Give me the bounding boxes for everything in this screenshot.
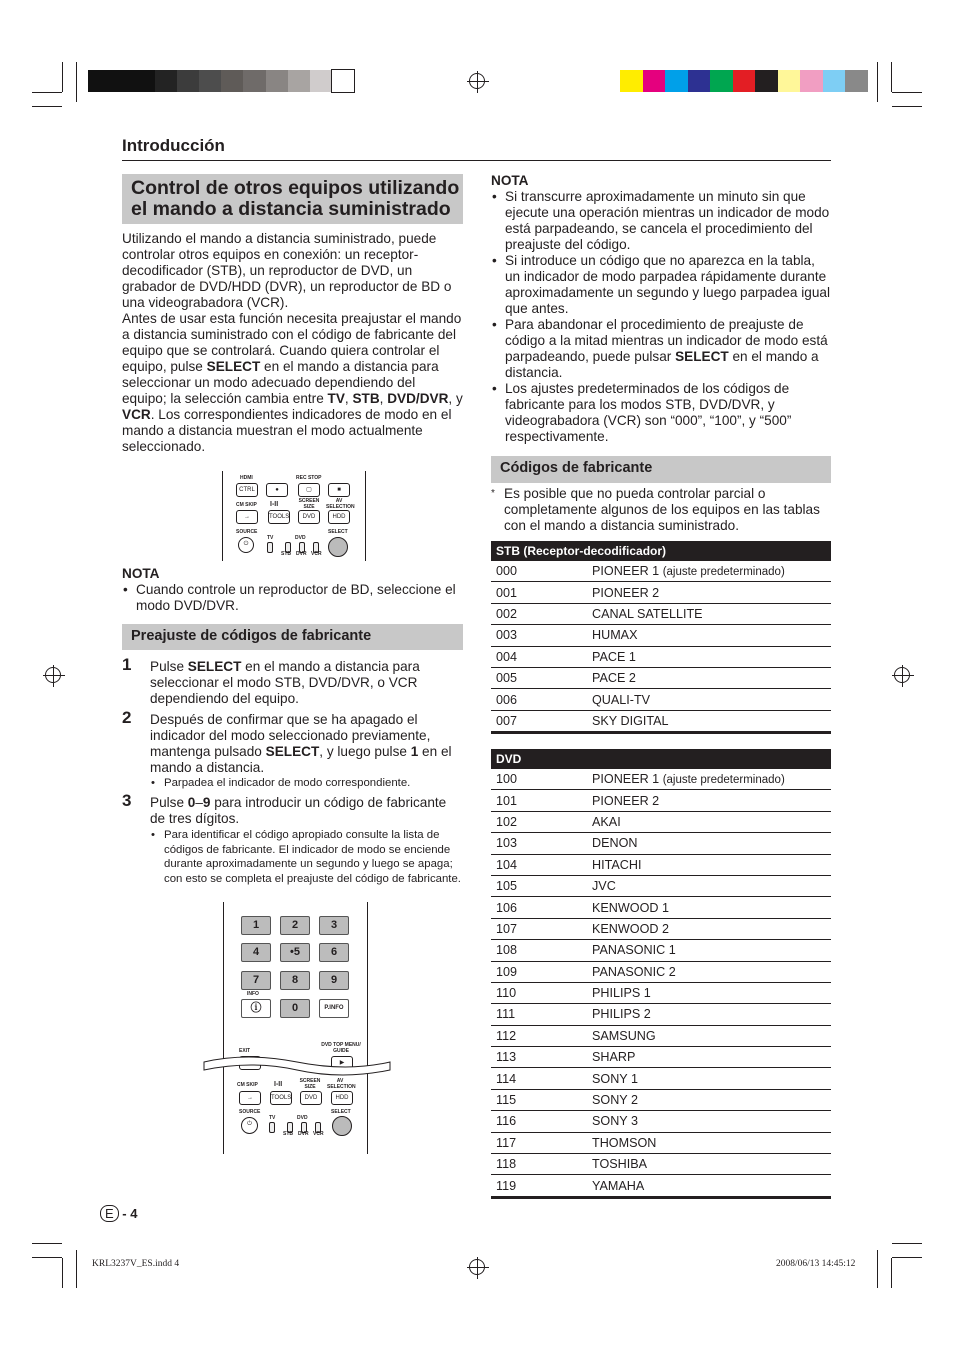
hdd-button[interactable]: HDD: [328, 510, 350, 524]
code-cell: 108: [491, 940, 592, 961]
manufacturer-name: SKY DIGITAL: [592, 713, 669, 728]
screen-size-label: SCREEN SIZE: [299, 1078, 321, 1090]
rec-button[interactable]: ●: [266, 483, 288, 497]
color-swatch: [845, 70, 868, 92]
stop-button[interactable]: ■: [328, 483, 350, 497]
i-ii-label: I-II: [270, 501, 279, 508]
code-cell: 118: [491, 1154, 592, 1175]
gray-swatch: [199, 70, 221, 92]
table-row: [491, 875, 831, 896]
nota-right-item: • Si transcurre aproximadamente un minuto sin que ejecute una operación mientras un indicador de modo está parpadeando, se cancela el procedimiento del preajuste del código.: [491, 189, 831, 253]
code-cell: 007: [491, 710, 592, 732]
table-row: [491, 790, 831, 811]
step-2-note: • Parpadea el indicador de modo correspondiente.: [150, 776, 463, 791]
default-note: (ajuste predeterminado): [662, 774, 785, 787]
code-cell: 110: [491, 982, 592, 1003]
registration-mark-icon: [45, 667, 61, 683]
crop-mark: [32, 1257, 62, 1258]
code-cell: 111: [491, 1004, 592, 1025]
select-button[interactable]: [332, 1116, 352, 1136]
exit-label: EXIT: [239, 1048, 251, 1054]
manufacturer-cell: [592, 1025, 831, 1046]
remote-control-illustration: [222, 471, 366, 561]
code-cell: 114: [491, 1068, 592, 1089]
ctrl-button[interactable]: CTRL: [236, 483, 258, 497]
stb-code-table: [491, 541, 831, 734]
code-cell: 006: [491, 689, 592, 710]
manufacturer-cell: [592, 790, 831, 811]
key-6-button[interactable]: 6: [319, 943, 349, 962]
crop-mark: [891, 1258, 892, 1288]
page-separator: -: [122, 1206, 127, 1221]
manufacturer-name: CANAL SATELLITE: [592, 606, 703, 621]
preajuste-title: Preajuste de códigos de fabricante: [131, 628, 372, 644]
dvd-top-menu-button[interactable]: ▶: [331, 1056, 353, 1070]
codigos-note: [491, 486, 831, 534]
intro-paragraph-1: Utilizando el mando a distancia suministrado, puede controlar otros equipos en conexión: un receptor-decodificador (STB), un reproductor de DVD, un grabador de DVD/HDD (DVR), un reproductor de BD o una videograbadora (VCR).: [122, 231, 452, 310]
manufacturer-cell: [592, 1068, 831, 1089]
crop-mark: [877, 1250, 878, 1288]
default-note: (ajuste predeterminado): [662, 566, 785, 579]
gray-swatch: [332, 70, 354, 92]
av-selection-label: AV SELECTION: [326, 498, 355, 510]
table-row: [491, 646, 831, 667]
dvr-led-label: DVR: [298, 1131, 309, 1137]
table-row: [491, 833, 831, 854]
step-1-text: Pulse SELECT en el mando a distancia para seleccionar el modo STB, DVD/DVR, o VCR dependiendo del equipo.: [150, 659, 420, 706]
table-row: [491, 1175, 831, 1197]
step-3-text: Pulse 0–9 para introducir un código de fabricante de tres dígitos. • Para identificar el código apropiado consulte la lista de códigos de fabricante. El indicador de modo se enciende durante aproximadamente un segundo y luego se apaga; con esto se completa el preajuste del código de fabricante.: [150, 795, 463, 886]
manufacturer-name: PIONEER 2: [592, 793, 660, 808]
select-label: SELECT: [328, 529, 348, 535]
screen-size-label: SCREEN SIZE: [298, 498, 320, 510]
table-row: [491, 667, 831, 688]
crop-mark: [877, 62, 878, 102]
manufacturer-cell: [592, 710, 831, 732]
manufacturer-name: JVC: [592, 879, 616, 894]
manufacturer-name: DENON: [592, 836, 638, 851]
gray-swatch: [243, 70, 265, 92]
color-swatch: [733, 70, 756, 92]
key-5-button[interactable]: •5: [280, 943, 310, 962]
registration-mark-icon: [469, 1259, 485, 1275]
manufacturer-cell: [592, 854, 831, 875]
manufacturer-name: PACE 2: [592, 671, 636, 686]
manufacturer-cell: [592, 961, 831, 982]
manufacturer-name: PANASONIC 2: [592, 964, 676, 979]
dvd-button[interactable]: DVD: [298, 510, 320, 524]
gray-swatch: [155, 70, 177, 92]
nota-right-title: NOTA: [491, 173, 529, 188]
dvd-code-table: [491, 749, 831, 1199]
section-header: Introducción: [122, 136, 225, 155]
dvr-led-label: DVR: [296, 551, 307, 557]
manufacturer-cell: [592, 1175, 831, 1197]
code-cell: 005: [491, 667, 592, 688]
code-cell: 000: [491, 561, 592, 582]
tv-led-label: TV: [267, 535, 274, 541]
dvd-table-header: DVD: [491, 749, 831, 769]
nota-right-item: • Los ajustes predeterminados de los códigos de fabricante para los modos STB, DVD/DVR, y videograbadora (VCR) son “000”, “100”, y “500” respectivamente.: [491, 381, 831, 445]
step-1-number: 1: [122, 655, 132, 674]
manufacturer-cell: [592, 1132, 831, 1153]
crop-mark: [892, 106, 922, 107]
color-swatch: [755, 70, 778, 92]
cm-skip-label: CM SKIP: [236, 502, 257, 508]
table-row: [491, 625, 831, 646]
tools-button[interactable]: TOOLS: [268, 510, 290, 524]
cm-skip-button[interactable]: →: [236, 510, 258, 524]
code-cell: 103: [491, 833, 592, 854]
manufacturer-cell: [592, 940, 831, 961]
manufacturer-cell: [592, 582, 831, 603]
key-2-button[interactable]: 2: [280, 916, 310, 935]
manufacturer-cell: [592, 1004, 831, 1025]
manufacturer-name: THOMSON: [592, 1135, 657, 1150]
manufacturer-cell: [592, 603, 831, 624]
gray-swatch: [221, 70, 243, 92]
manufacturer-cell: [592, 667, 831, 688]
color-swatch: [665, 70, 688, 92]
code-cell: 106: [491, 897, 592, 918]
nota-left: [122, 566, 463, 614]
crop-mark: [62, 1258, 63, 1288]
manufacturer-cell: [592, 1089, 831, 1110]
manufacturer-name: PHILIPS 1: [592, 986, 651, 1001]
manufacturer-name: AKAI: [592, 814, 621, 829]
code-cell: 116: [491, 1111, 592, 1132]
key-1-button[interactable]: 1: [241, 916, 271, 935]
crop-mark: [62, 62, 63, 92]
select-label: SELECT: [331, 1109, 351, 1115]
manufacturer-name: PHILIPS 2: [592, 1007, 651, 1022]
nota-right-item: • Para abandonar el procedimiento de preajuste de código a la mitad mientras un indicador de modo está parpadeando, puede pulsar SELECT en el mando a distancia.: [491, 317, 831, 381]
av-selection-label: AV SELECTION: [327, 1078, 356, 1090]
code-cell: 001: [491, 582, 592, 603]
manufacturer-cell: [592, 646, 831, 667]
crop-mark: [76, 62, 77, 102]
manufacturer-name: SONY 1: [592, 1071, 638, 1086]
gray-swatch: [132, 70, 154, 92]
dvd-led-label: DVD: [297, 1115, 308, 1121]
table-row: [491, 1111, 831, 1132]
gray-swatch: [177, 70, 199, 92]
manufacturer-cell: [592, 833, 831, 854]
table-row: [491, 1004, 831, 1025]
tools-button[interactable]: TOOLS: [270, 1091, 292, 1105]
dvd-button[interactable]: DVD: [300, 1091, 322, 1105]
hdmi-label: HDMI: [240, 475, 253, 481]
table-row: [491, 1089, 831, 1110]
table-row: [491, 689, 831, 710]
table-row: [491, 1047, 831, 1068]
crop-mark: [891, 62, 892, 92]
manufacturer-cell: [592, 918, 831, 939]
manufacturer-cell: [592, 982, 831, 1003]
table-row: [491, 769, 831, 790]
manufacturer-name: YAMAHA: [592, 1178, 645, 1193]
codigos-note-text: Es posible que no pueda controlar parcial o completamente algunos de los equipos en las tablas con el mando a distancia suministrado.: [504, 486, 820, 533]
vcr-led-label: VCR: [313, 1131, 324, 1137]
key-9-button[interactable]: 9: [319, 971, 349, 990]
manufacturer-name: PIONEER 2: [592, 585, 660, 600]
table-row: [491, 811, 831, 832]
manufacturer-name: PIONEER 1: [592, 772, 660, 787]
step-3-note: • Para identificar el código apropiado consulte la lista de códigos de fabricante. El indicador de modo se enciende durante aproximadamente un segundo y luego se apaga; con esto se completa el preajuste del código de fabricante.: [150, 828, 463, 886]
manufacturer-name: PANASONIC 1: [592, 943, 676, 958]
crop-mark: [892, 92, 922, 93]
table-row: [491, 603, 831, 624]
gray-swatch: [310, 70, 332, 92]
table-row: [491, 982, 831, 1003]
key-0-button[interactable]: 0: [280, 999, 310, 1018]
key-7-button[interactable]: 7: [241, 971, 271, 990]
color-swatch: [710, 70, 733, 92]
dvd-top-menu-label: DVD TOP MENU/ GUIDE: [321, 1042, 361, 1054]
code-cell: 004: [491, 646, 592, 667]
table-row: [491, 940, 831, 961]
tv-led: [267, 542, 273, 553]
stb-table-header: STB (Receptor-decodificador): [491, 541, 831, 561]
source-label: SOURCE: [239, 1109, 261, 1115]
crop-mark: [892, 1257, 922, 1258]
gray-swatch: [88, 70, 110, 92]
tv-led: [269, 1122, 275, 1133]
code-cell: 109: [491, 961, 592, 982]
manufacturer-cell: [592, 875, 831, 896]
source-power-button[interactable]: ⏻: [238, 537, 254, 553]
key-3-button[interactable]: 3: [319, 916, 349, 935]
intro-paragraph-2: Antes de usar esta función necesita preajustar el mando a distancia suministrado con el código de fabricante del equipo que se controlará. Cuando quiera controlar el equipo, pulse SELECT en el mando a distancia para seleccionar un modo adecuado dependiendo del equipo; la selección cambia entre TV, STB, DVD/DVR, y VCR. Los correspondientes indicadores de modo en el mando a distancia muestran el modo actualmente seleccionado.: [122, 311, 463, 454]
crop-mark: [32, 106, 62, 107]
select-button[interactable]: [328, 537, 348, 557]
table-row: [491, 1025, 831, 1046]
manufacturer-cell: [592, 1111, 831, 1132]
code-cell: 104: [491, 854, 592, 875]
table-row: [491, 1068, 831, 1089]
table-row: [491, 961, 831, 982]
source-label: SOURCE: [236, 529, 258, 535]
manufacturer-name: SHARP: [592, 1050, 636, 1065]
manufacturer-cell: [592, 811, 831, 832]
table-row: [491, 1154, 831, 1175]
manufacturer-name: HITACHI: [592, 857, 642, 872]
nota-left-item: • Cuando controle un reproductor de BD, seleccione el modo DVD/DVR.: [122, 582, 463, 614]
info-button[interactable]: ⓘ: [241, 999, 271, 1018]
manufacturer-cell: [592, 769, 831, 790]
table-row: [491, 918, 831, 939]
table-row: [491, 1132, 831, 1153]
preajuste-title-bar: [122, 624, 463, 650]
color-swatch: [688, 70, 711, 92]
manufacturer-cell: [592, 561, 831, 582]
gray-swatch: [266, 70, 288, 92]
print-date: 2008/06/13 14:45:12: [776, 1259, 856, 1269]
manufacturer-name: KENWOOD 2: [592, 921, 669, 936]
nota-left-title: NOTA: [122, 566, 160, 581]
manufacturer-name: SAMSUNG: [592, 1028, 656, 1043]
file-slug: KRL3237V_ES.indd 4: [92, 1259, 180, 1269]
registration-mark-icon: [894, 667, 910, 683]
remote-keypad-illustration: [223, 902, 368, 1154]
source-power-button[interactable]: ⏻: [241, 1117, 258, 1134]
color-swatch: [823, 70, 846, 92]
code-cell: 101: [491, 790, 592, 811]
code-cell: 107: [491, 918, 592, 939]
manufacturer-name: TOSHIBA: [592, 1157, 648, 1172]
table-row: [491, 897, 831, 918]
key-8-button[interactable]: 8: [280, 971, 310, 990]
manufacturer-name: PIONEER 1: [592, 564, 660, 579]
cm-skip-label: CM SKIP: [237, 1082, 258, 1088]
nota-right: [491, 173, 831, 445]
manufacturer-cell: [592, 897, 831, 918]
codigos-title: Códigos de fabricante: [500, 460, 653, 476]
table-row: [491, 710, 831, 732]
pinfo-button[interactable]: P.INFO: [319, 999, 349, 1018]
crop-mark: [76, 1250, 77, 1288]
main-title-bar: [122, 174, 463, 224]
gray-swatch: [288, 70, 310, 92]
vcr-led-label: VCR: [311, 551, 322, 557]
info-label: INFO: [247, 991, 259, 997]
code-cell: 003: [491, 625, 592, 646]
dvd-led-label: DVD: [295, 535, 306, 541]
crop-mark: [32, 1243, 62, 1244]
main-title: Control de otros equipos utilizando el mando a distancia suministrado: [131, 177, 460, 220]
header-rule: [122, 160, 831, 161]
manufacturer-cell: [592, 1154, 831, 1175]
intro-text: [122, 231, 463, 455]
manufacturer-cell: [592, 1047, 831, 1068]
asterisk: *: [491, 488, 495, 499]
page-number: [100, 1205, 138, 1222]
tv-led-label: TV: [269, 1115, 276, 1121]
code-cell: 100: [491, 769, 592, 790]
code-cell: 115: [491, 1089, 592, 1110]
manufacturer-cell: [592, 625, 831, 646]
code-cell: 105: [491, 875, 592, 896]
crop-mark: [892, 1243, 922, 1244]
step-2-number: 2: [122, 708, 132, 727]
code-cell: 113: [491, 1047, 592, 1068]
stb-led-label: STB: [281, 551, 291, 557]
key-4-button[interactable]: 4: [241, 943, 271, 962]
cm-skip-button[interactable]: →: [239, 1091, 261, 1105]
color-swatch: [800, 70, 823, 92]
color-swatch: [620, 70, 643, 92]
manufacturer-name: SONY 3: [592, 1114, 638, 1129]
codigos-title-bar: [491, 456, 831, 483]
manufacturer-name: PACE 1: [592, 649, 636, 664]
hdd-button[interactable]: HDD: [331, 1091, 353, 1105]
manufacturer-name: HUMAX: [592, 628, 638, 643]
table-row: [491, 561, 831, 582]
step-2-text: Después de confirmar que se ha apagado el indicador del modo seleccionado previamente, mantenga pulsado SELECT, y luego pulse 1 en el mando a distancia. • Parpadea el indicador de modo correspondiente.: [150, 712, 463, 791]
code-cell: 117: [491, 1132, 592, 1153]
color-swatch: [778, 70, 801, 92]
rec-stop-button[interactable]: ▢: [298, 483, 320, 497]
step-3-number: 3: [122, 791, 132, 810]
color-swatch: [643, 70, 666, 92]
stb-led-label: STB: [283, 1131, 293, 1137]
registration-mark-icon: [469, 73, 485, 89]
manufacturer-name: KENWOOD 1: [592, 900, 669, 915]
table-row: [491, 854, 831, 875]
language-badge: E: [100, 1205, 119, 1222]
table-row: [491, 582, 831, 603]
nota-right-item: • Si introduce un código que no aparezca en la tabla, un indicador de modo parpadea rápidamente durante aproximadamente un segundo y luego parpadea igual que antes.: [491, 253, 831, 317]
i-ii-label: I-II: [274, 1081, 283, 1088]
manufacturer-name: QUALI-TV: [592, 692, 651, 707]
rec-stop-label: REC STOP: [296, 475, 322, 481]
code-cell: 112: [491, 1025, 592, 1046]
code-cell: 102: [491, 811, 592, 832]
crop-mark: [32, 92, 62, 93]
code-cell: 002: [491, 603, 592, 624]
page-num: 4: [130, 1206, 138, 1221]
cut-wave-icon: [202, 1052, 392, 1078]
gray-swatch: [110, 70, 132, 92]
code-cell: 119: [491, 1175, 592, 1197]
manufacturer-name: SONY 2: [592, 1093, 638, 1108]
manufacturer-cell: [592, 689, 831, 710]
